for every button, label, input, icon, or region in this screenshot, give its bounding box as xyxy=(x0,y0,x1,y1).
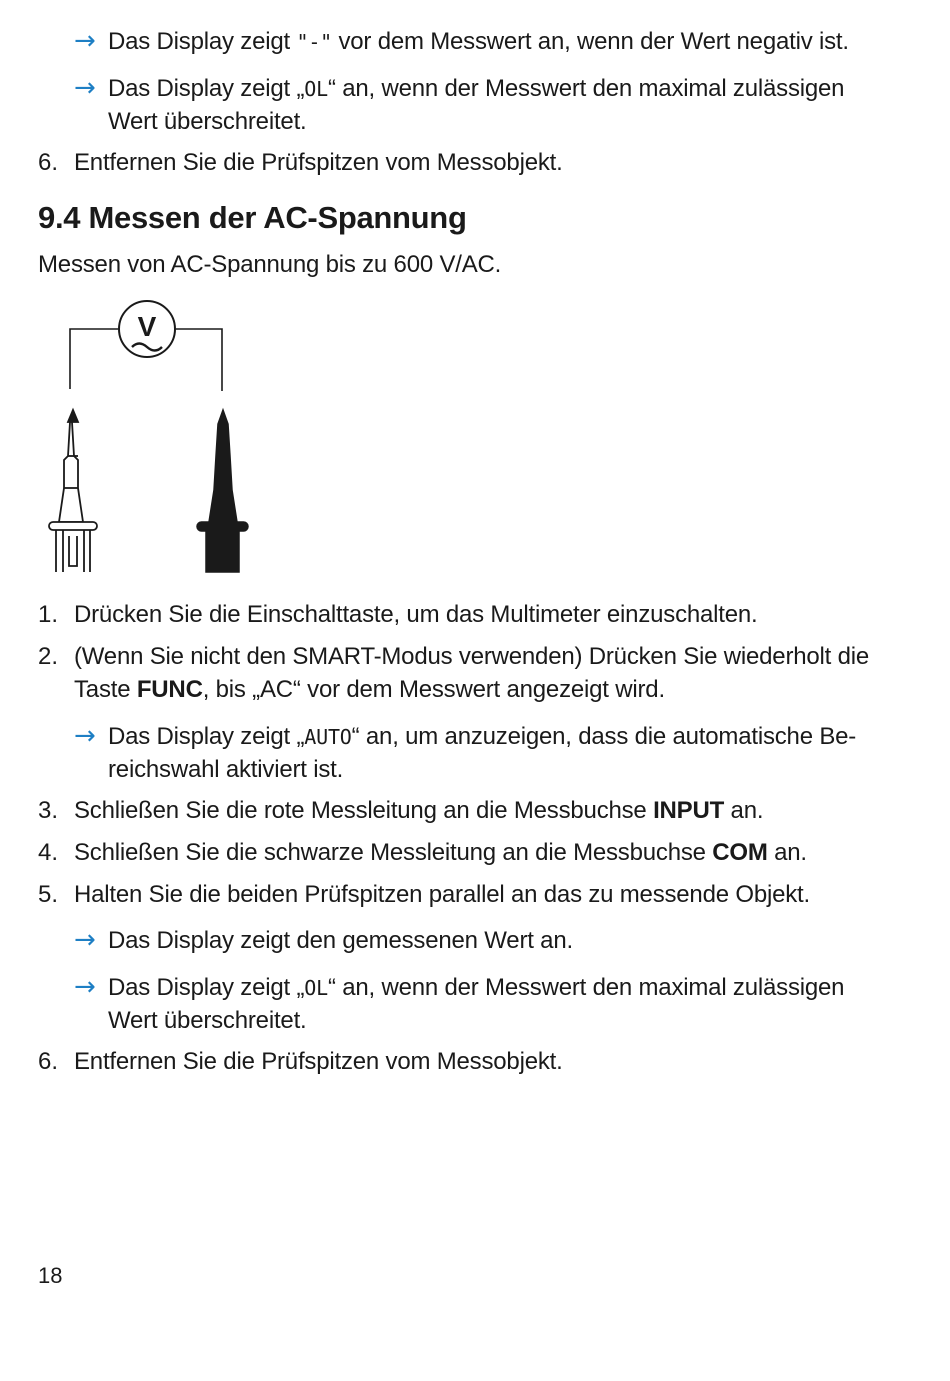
step-power-on: Drücken Sie die Einschalttaste, um das Multimeter einzuschalten. xyxy=(74,601,758,628)
step-number: 5. xyxy=(38,881,59,908)
step-number: 6. xyxy=(38,149,59,176)
arrow-right-icon: → xyxy=(74,73,96,103)
step-number: 2. xyxy=(38,643,59,670)
step-select-function-cont: Taste FUNC, bis „AC“ vor dem Messwert angezeigt wird. xyxy=(74,676,665,703)
step-remove-probes: Entfernen Sie die Prüfspitzen vom Messobjekt. xyxy=(74,1048,563,1075)
probe-filled-icon xyxy=(197,410,248,572)
result-bullet-overload-cont: Wert überschreitet. xyxy=(108,1007,307,1034)
step-number: 1. xyxy=(38,601,59,628)
arrow-right-icon: → xyxy=(74,925,96,955)
step-connect-red: Schließen Sie die rote Messleitung an die Messbuchse INPUT an. xyxy=(74,797,764,824)
key-func: FUNC xyxy=(136,676,203,703)
step-number: 6. xyxy=(38,1048,59,1075)
result-bullet-auto: Das Display zeigt „AUTO“ an, um anzuzeigen, dass die automatische Be- xyxy=(108,723,857,750)
section-intro: Messen von AC-Spannung bis zu 600 V/AC. xyxy=(38,251,502,278)
step-connect-black: Schließen Sie die schwarze Messleitung an die Messbuchse COM an. xyxy=(74,839,807,866)
ac-voltage-measurement-diagram xyxy=(40,296,260,578)
jack-com: COM xyxy=(712,839,768,866)
step-hold-probes: Halten Sie die beiden Prüfspitzen parallel an das zu messende Objekt. xyxy=(74,881,810,908)
probe-outline-icon xyxy=(49,410,97,572)
jack-input: INPUT xyxy=(653,797,725,824)
result-bullet-value: Das Display zeigt den gemessenen Wert an. xyxy=(108,927,573,954)
voltmeter-symbol: V xyxy=(137,311,157,342)
result-bullet-overload: Das Display zeigt „OL“ an, wenn der Messwert den maximal zulässigen xyxy=(108,974,845,1001)
result-bullet-overload: Das Display zeigt „OL“ an, wenn der Messwert den maximal zulässigen xyxy=(108,75,845,102)
step-select-function: (Wenn Sie nicht den SMART-Modus verwenden) Drücken Sie wiederholt die xyxy=(74,643,870,670)
section-title: 9.4 Messen der AC-Spannung xyxy=(38,200,467,235)
page-number: 18 xyxy=(38,1263,63,1288)
arrow-right-icon: → xyxy=(74,721,96,751)
result-bullet-negative: Das Display zeigt "-" vor dem Messwert an, wenn der Wert negativ ist. xyxy=(108,28,849,55)
step-remove-probes: Entfernen Sie die Prüfspitzen vom Messobjekt. xyxy=(74,149,563,176)
result-bullet-overload-cont: Wert überschreitet. xyxy=(108,108,307,135)
arrow-right-icon: → xyxy=(74,972,96,1002)
result-bullet-auto-cont: reichswahl aktiviert ist. xyxy=(108,756,344,783)
step-number: 4. xyxy=(38,839,59,866)
arrow-right-icon: → xyxy=(74,26,96,56)
step-number: 3. xyxy=(38,797,59,824)
